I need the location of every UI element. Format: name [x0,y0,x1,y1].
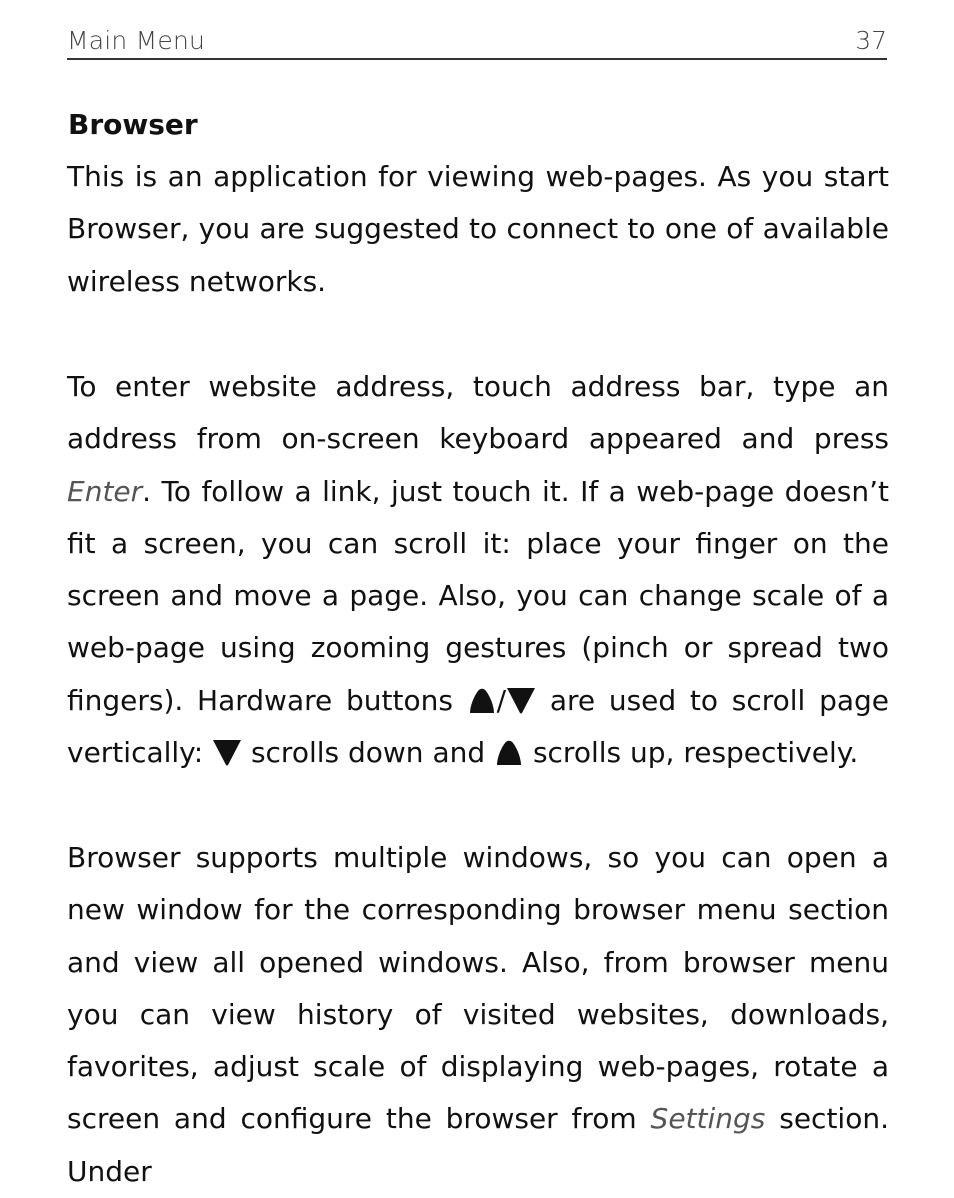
paragraph-navigation [67,361,889,779]
down-button-icon [506,686,536,714]
up-button-icon [494,738,524,766]
paragraph-text: Browser supports multiple windows, so you can open a new window for the corresponding browser menu section and view all opened windows. Also, from browser menu you can view history of visited websites, downloads, favorites, adjust scale of displaying web-pages, rotate a screen and configure the browser from [67,841,889,1136]
paragraph-text: . To follow a link, just touch it. If a web-page doesn’t fit a screen, you can scroll it: place your finger on the screen and move a page. Also, you can change scale of a web-page using zooming gestures (pinch or spread two fingers). Hardware buttons [67,474,889,717]
paragraph-text: To enter website address, touch address bar, type an address from on-screen keyboard appeared and press [67,370,889,456]
section-heading: Browser [68,108,198,141]
slash-separator: / [496,683,507,717]
paragraph-text: section. Under [67,1102,889,1188]
paragraph-text: scrolls down and [242,736,495,770]
paragraph-windows [67,832,889,1198]
header-title: Main Menu [67,26,206,55]
down-button-icon [212,738,242,766]
paragraph-text: scrolls up, respectively. [524,736,859,770]
paragraph-intro: This is an application for viewing web-pages. As you start Browser, you are suggested to connect to one of available wireless networks. [67,160,889,298]
page-number: 37 [855,26,887,55]
settings-label: Settings [650,1102,766,1136]
up-button-icon [467,686,497,714]
paragraph-text: are used to scroll page vertically: [67,683,889,770]
running-header [67,24,887,60]
enter-key-label: Enter [67,474,143,508]
